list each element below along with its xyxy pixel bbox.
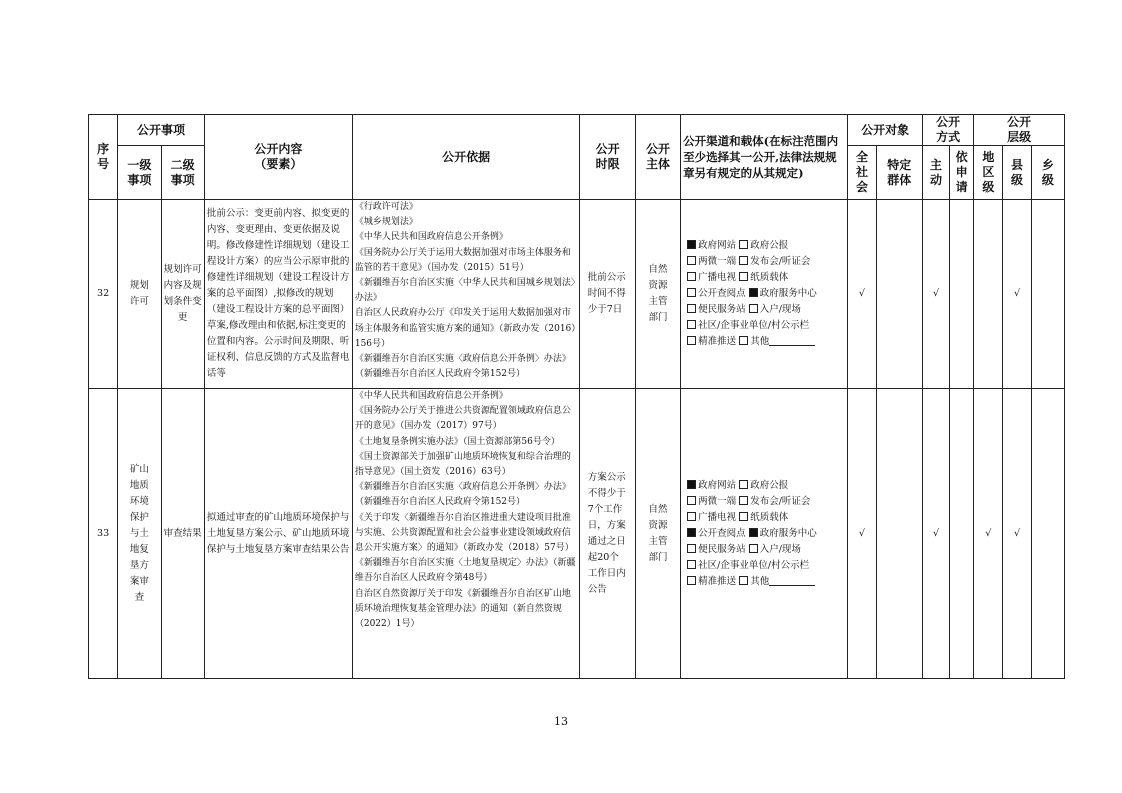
check-mark-icon: √ bbox=[985, 527, 992, 539]
mark-all bbox=[848, 200, 876, 389]
checkbox-icon[interactable] bbox=[739, 480, 748, 489]
channel-label: 入户/现场 bbox=[759, 304, 801, 315]
checkbox-icon[interactable] bbox=[739, 496, 748, 505]
mark-region bbox=[974, 200, 1003, 389]
check-mark-icon: √ bbox=[858, 527, 865, 539]
disclosure-content: 拟通过审查的矿山地质环境保护与土地复垦方案公示、矿山地质环境保护与土地复垦方案审查结果公告 bbox=[204, 389, 352, 679]
disclosure-content: 批前公示：变更前内容、拟变更的内容、变更理由、变更依据及说明。修改修建性详细规划（建设工程设计方案）的应当公示原审批的修建性详细规划（建设工程设计方案的总平面图）,拟修改的规划（建设工程设计方案的总平面图）草案,修改理由和依据,标注变更的位置和内容。公示时间及期限、听证权利、信息反馈的方式及监督电话等 bbox=[204, 200, 352, 389]
checked-box-icon[interactable] bbox=[749, 288, 758, 297]
channel-label: 社区/企事业单位/村公示栏 bbox=[698, 320, 810, 331]
basis-item: 《土地复垦条例实施办法》（国土资源部第56号令） bbox=[354, 436, 560, 447]
channel-label: 公开查阅点 bbox=[698, 288, 746, 299]
checkbox-icon[interactable] bbox=[739, 240, 748, 249]
basis-item: 《中华人民共和国政府信息公开条例》 bbox=[354, 232, 508, 243]
checkbox-icon[interactable] bbox=[749, 544, 758, 553]
mark-specific bbox=[876, 389, 922, 679]
basis-item: 自治区自然资源厅关于印发《新疆维吾尔自治区矿山地质环境治理恢复基金管理办法》的通知（新自然资规（2022）1号） bbox=[354, 588, 571, 630]
channel-label: 政府服务中心 bbox=[759, 288, 817, 299]
channel-list bbox=[681, 389, 848, 679]
disclosure-subject: 自然资源主管部门 bbox=[635, 389, 680, 679]
disclosure-table bbox=[88, 114, 1065, 679]
basis-item: 《国务院办公厅关于运用大数据加强对市场主体服务和监管的若干意见》（国办发（2015）51号） bbox=[354, 247, 571, 273]
header-mode-request: 依申请 bbox=[950, 146, 974, 200]
channel-label: 入户/现场 bbox=[759, 543, 801, 555]
channel-label: 其他 bbox=[750, 575, 770, 587]
header-level-region: 地区级 bbox=[974, 146, 1003, 200]
checkbox-icon[interactable] bbox=[739, 336, 748, 345]
mark-town bbox=[1031, 200, 1064, 389]
mark-request bbox=[950, 389, 974, 679]
channel-label: 广播电视 bbox=[698, 272, 737, 283]
checked-box-icon[interactable] bbox=[687, 240, 696, 249]
channel-label: 纸质载体 bbox=[750, 272, 789, 283]
header-level2: 二级事项 bbox=[161, 146, 204, 200]
channel-label: 政府公报 bbox=[750, 479, 789, 491]
header-mode: 公开方式 bbox=[922, 115, 973, 146]
checkbox-icon[interactable] bbox=[687, 256, 696, 265]
channel-label: 政府网站 bbox=[698, 240, 737, 251]
channel-label: 发布会/听证会 bbox=[750, 495, 811, 507]
fill-in-blank[interactable] bbox=[769, 576, 815, 586]
checkbox-icon[interactable] bbox=[687, 288, 696, 297]
checkbox-icon[interactable] bbox=[687, 304, 696, 313]
check-mark-icon: √ bbox=[1014, 288, 1021, 299]
header-level-county: 县级 bbox=[1003, 146, 1031, 200]
basis-item: 《国务院办公厅关于推进公共资源配置领域政府信息公开的意见》（国办发（2017）97号） bbox=[354, 406, 571, 432]
channel-label: 公开查阅点 bbox=[698, 527, 746, 539]
checked-box-icon[interactable] bbox=[687, 480, 696, 489]
time-limit: 批前公示时间不得少于7日 bbox=[580, 200, 635, 389]
basis-item: 《国土资源部关于加强矿山地质环境恢复和综合治理的指导意见》（国土资发（2016）63号） bbox=[354, 451, 571, 478]
channel-list bbox=[681, 200, 848, 389]
level1-item: 规划许可 bbox=[118, 200, 161, 389]
header-subject: 公开主体 bbox=[635, 115, 680, 200]
checkbox-icon[interactable] bbox=[687, 560, 696, 569]
mark-region bbox=[974, 389, 1003, 679]
check-mark-icon: √ bbox=[932, 288, 940, 299]
mark-county bbox=[1003, 389, 1031, 679]
check-mark-icon: √ bbox=[1014, 527, 1021, 539]
legal-basis bbox=[352, 389, 580, 679]
checkbox-icon[interactable] bbox=[739, 272, 748, 281]
basis-item: 《新疆维吾尔自治区实施〈土地复垦规定〉办法》（新疆维吾尔自治区人民政府令第48号） bbox=[354, 558, 576, 584]
checkbox-icon[interactable] bbox=[687, 576, 696, 585]
header-channel: 公开渠道和载体(在标注范围内至少选择其一公开,法律法规规章另有规定的从其规定) bbox=[681, 115, 848, 200]
channel-label: 政府公报 bbox=[750, 240, 789, 251]
channel-label: 广播电视 bbox=[698, 511, 737, 523]
mark-active bbox=[922, 200, 949, 389]
table-row bbox=[89, 200, 1065, 389]
checkbox-icon[interactable] bbox=[739, 256, 748, 265]
mark-county bbox=[1003, 200, 1031, 389]
channel-label: 便民服务站 bbox=[698, 304, 746, 315]
checked-box-icon[interactable] bbox=[687, 528, 696, 537]
mark-town bbox=[1031, 389, 1064, 679]
basis-item: 《关于印发〈新疆维吾尔自治区推进重大建设项目批准与实施、公共资源配置和社会公益事业建设领域政府信息公开实施方案〉的通知》（新政办发（2018）57号） bbox=[354, 512, 574, 554]
header-level1: 一级事项 bbox=[118, 146, 161, 200]
channel-label: 精准推送 bbox=[698, 575, 737, 587]
header-level-town: 乡级 bbox=[1031, 146, 1064, 200]
header-target-all: 全社会 bbox=[848, 146, 876, 200]
channel-label: 两微一端 bbox=[698, 495, 737, 507]
table-row bbox=[89, 389, 1065, 679]
checked-box-icon[interactable] bbox=[749, 528, 758, 537]
header-content: 公开内容（要素） bbox=[204, 115, 352, 200]
checkbox-icon[interactable] bbox=[739, 576, 748, 585]
row-number: 33 bbox=[89, 389, 118, 679]
checkbox-icon[interactable] bbox=[749, 304, 758, 313]
basis-item: 《中华人民共和国政府信息公开条例》 bbox=[354, 391, 508, 401]
mark-active bbox=[922, 389, 949, 679]
mark-all bbox=[848, 389, 876, 679]
header-mode-active: 主动 bbox=[922, 146, 949, 200]
channel-label: 纸质载体 bbox=[750, 511, 789, 523]
channel-label: 便民服务站 bbox=[698, 543, 746, 555]
basis-item: 《新疆维吾尔自治区实施〈政府信息公开条例〉办法》（新疆维吾尔自治区人民政府令第152号） bbox=[354, 354, 571, 380]
page-number: 13 bbox=[554, 715, 568, 728]
checkbox-icon[interactable] bbox=[687, 320, 696, 329]
level2-item: 审查结果 bbox=[161, 389, 204, 679]
check-mark-icon: √ bbox=[858, 288, 865, 299]
mark-specific bbox=[876, 200, 922, 389]
header-basis: 公开依据 bbox=[352, 115, 580, 200]
basis-item: 自治区人民政府办公厅《印发关于运用大数据加强对市场主体服务和监管实施方案的通知》（新政办发（2016）156号） bbox=[354, 308, 576, 349]
checkbox-icon[interactable] bbox=[687, 336, 696, 345]
header-items: 公开事项 bbox=[118, 115, 205, 146]
header-time-limit: 公开时限 bbox=[580, 115, 635, 200]
fill-in-blank[interactable] bbox=[769, 336, 815, 346]
header-target-specific: 特定群体 bbox=[876, 146, 922, 200]
channel-label: 社区/企事业单位/村公示栏 bbox=[698, 559, 810, 571]
check-mark-icon: √ bbox=[932, 527, 940, 539]
channel-label: 发布会/听证会 bbox=[750, 256, 811, 267]
checkbox-icon[interactable] bbox=[687, 496, 696, 505]
level2-item: 规划许可内容及规划条件变更 bbox=[161, 200, 204, 389]
disclosure-subject: 自然资源主管部门 bbox=[635, 200, 680, 389]
checkbox-icon[interactable] bbox=[687, 512, 696, 521]
header-level: 公开层级 bbox=[974, 115, 1065, 146]
channel-label: 其他 bbox=[750, 336, 770, 347]
level1-item: 矿山地质环境保护与土地复垦方案审查 bbox=[118, 389, 161, 679]
header-target: 公开对象 bbox=[848, 115, 923, 146]
channel-label: 政府服务中心 bbox=[759, 527, 817, 539]
channel-label: 两微一端 bbox=[698, 256, 737, 267]
mark-request bbox=[950, 200, 974, 389]
header-seq: 序号 bbox=[89, 115, 118, 200]
checkbox-icon[interactable] bbox=[739, 512, 748, 521]
basis-item: 《新疆维吾尔自治区实施〈中华人民共和国城乡规划法〉办法》 bbox=[354, 278, 576, 304]
time-limit: 方案公示不得少于7个工作日，方案通过之日起20个工作日内公告 bbox=[580, 389, 635, 679]
channel-label: 政府网站 bbox=[698, 479, 737, 491]
basis-item: 《城乡规划法》 bbox=[354, 217, 418, 228]
basis-item: 《行政许可法》 bbox=[354, 202, 418, 212]
row-number: 32 bbox=[89, 200, 118, 389]
checkbox-icon[interactable] bbox=[687, 272, 696, 281]
channel-label: 精准推送 bbox=[698, 336, 737, 347]
checkbox-icon[interactable] bbox=[687, 544, 696, 553]
basis-item: 《新疆维吾尔自治区实施〈政府信息公开条例〉办法》（新疆维吾尔自治区人民政府令第152号） bbox=[354, 482, 571, 508]
legal-basis bbox=[352, 200, 580, 389]
